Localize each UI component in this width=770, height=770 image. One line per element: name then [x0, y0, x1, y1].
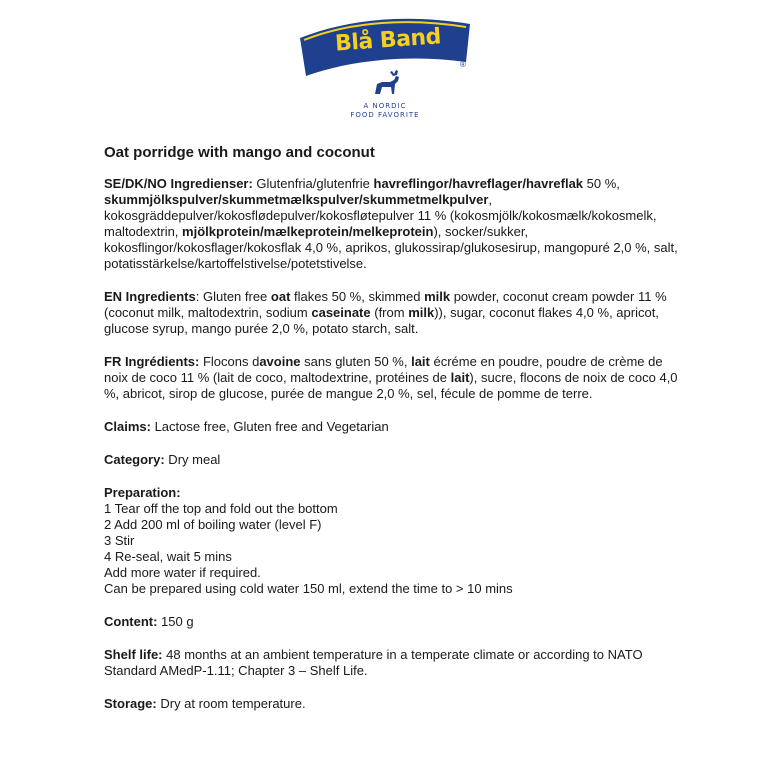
- category: [104, 452, 684, 468]
- logo-tagline-2: FOOD FAVORITE: [350, 111, 420, 119]
- logo-wordmark: Blå Band: [334, 24, 442, 57]
- ingredients-en-text: )), sugar, coconut flakes 4,0 %, apricot, glucose syrup, mango purée 2,0 %, potato starch, salt.: [104, 305, 659, 336]
- storage-text: Dry at room temperature.: [156, 696, 306, 711]
- preparation-step: 1 Tear off the top and fold out the bottom: [104, 501, 338, 516]
- allergen-lait: lait: [450, 370, 470, 385]
- preparation-note: Add more water if required.: [104, 565, 261, 580]
- allergen-milk-powder: skummjölkspulver/skummetmælkspulver/skummetmelkpulver: [104, 192, 489, 207]
- content: [104, 614, 684, 630]
- preparation-step: 4 Re-seal, wait 5 mins: [104, 549, 232, 564]
- claims-label: Claims:: [104, 419, 151, 434]
- preparation-note: Can be prepared using cold water 150 ml, extend the time to > 10 mins: [104, 581, 513, 596]
- ingredients-se-text: , kokosgräddepulver/kokosflødepulver/kokosfløtepulver 11 % (kokosmjölk/kokosmælk/kokosmelk, maltodextrin,: [104, 192, 657, 239]
- category-label: Category:: [104, 452, 165, 467]
- claims-text: Lactose free, Gluten free and Vegetarian: [150, 419, 389, 434]
- ingredients-fr-text: écréme en poudre, poudre de crème de noix de coco 11 % (lait de coco, maltodextrine, protéines de: [104, 354, 663, 385]
- ingredients-se-text: ), socker/sukker, kokosflingor/kokosflager/kokosflak 4,0 %, aprikos, glukossirap/glukosesirup, mangopuré 2,0 %, salt, potatisstärkelse/kartoffelstivelse/potetstivelse.: [104, 224, 678, 271]
- ingredients-fr-text: ), sucre, flocons de noix de coco 4,0 %, abricot, sirop de glucose, purée de mangue 2,0 %, sel, fécule de pomme de terre.: [104, 370, 678, 401]
- allergen-milk: milk: [408, 305, 435, 320]
- ingredients-se: [104, 176, 684, 272]
- product-title: Oat porridge with mango and coconut: [104, 144, 375, 161]
- claims: [104, 419, 684, 435]
- ingredients-se-label: SE/DK/NO Ingredienser:: [104, 176, 253, 191]
- ingredients-se-text: 50 %,: [583, 176, 620, 191]
- ingredients-en: [104, 289, 684, 337]
- ingredients-fr: [104, 354, 684, 402]
- product-sheet: [104, 145, 684, 729]
- content-text: 150 g: [157, 614, 194, 629]
- registered-mark: ®: [460, 60, 466, 69]
- ingredients-fr-text: Flocons d: [199, 354, 260, 369]
- content-label: Content:: [104, 614, 158, 629]
- allergen-lait: lait: [411, 354, 430, 369]
- storage: [104, 696, 684, 712]
- preparation-step: 3 Stir: [104, 533, 135, 548]
- shelf-life: [104, 647, 684, 679]
- storage-label: Storage:: [104, 696, 157, 711]
- ingredients-en-text: flakes 50 %, skimmed: [290, 289, 425, 304]
- shelf-life-label: Shelf life:: [104, 647, 163, 662]
- allergen-oat: oat: [270, 289, 291, 304]
- category-text: Dry meal: [164, 452, 221, 467]
- brand-logo: [290, 10, 480, 120]
- ingredients-fr-label: FR Ingrédients:: [104, 354, 200, 369]
- preparation-step: 2 Add 200 ml of boiling water (level F): [104, 517, 322, 532]
- ingredients-fr-text: sans gluten 50 %,: [300, 354, 412, 369]
- shelf-life-text: 48 months at an ambient temperature in a temperate climate or according to NATO Standard AMedP-1.11; Chapter 3 – Shelf Life.: [104, 647, 643, 678]
- preparation-label: Preparation:: [104, 485, 181, 500]
- preparation: [104, 485, 684, 597]
- logo-tagline-1: A NORDIC: [363, 102, 407, 110]
- moose-icon: [375, 70, 399, 94]
- allergen-caseinate: caseinate: [311, 305, 371, 320]
- allergen-milk: milk: [424, 289, 451, 304]
- ingredients-se-text: Glutenfria/glutenfrie: [252, 176, 374, 191]
- allergen-milk-protein: mjölkprotein/mælkeprotein/melkeprotein: [182, 224, 434, 239]
- allergen-avoine: avoine: [259, 354, 301, 369]
- ingredients-en-text: : Gluten free: [195, 289, 271, 304]
- allergen-oats: havreflingor/havreflager/havreflak: [373, 176, 584, 191]
- ingredients-en-text: powder, coconut cream powder 11 % (coconut milk, maltodextrin, sodium: [104, 289, 667, 320]
- ingredients-en-text: (from: [370, 305, 409, 320]
- ingredients-en-label: EN Ingredients: [104, 289, 196, 304]
